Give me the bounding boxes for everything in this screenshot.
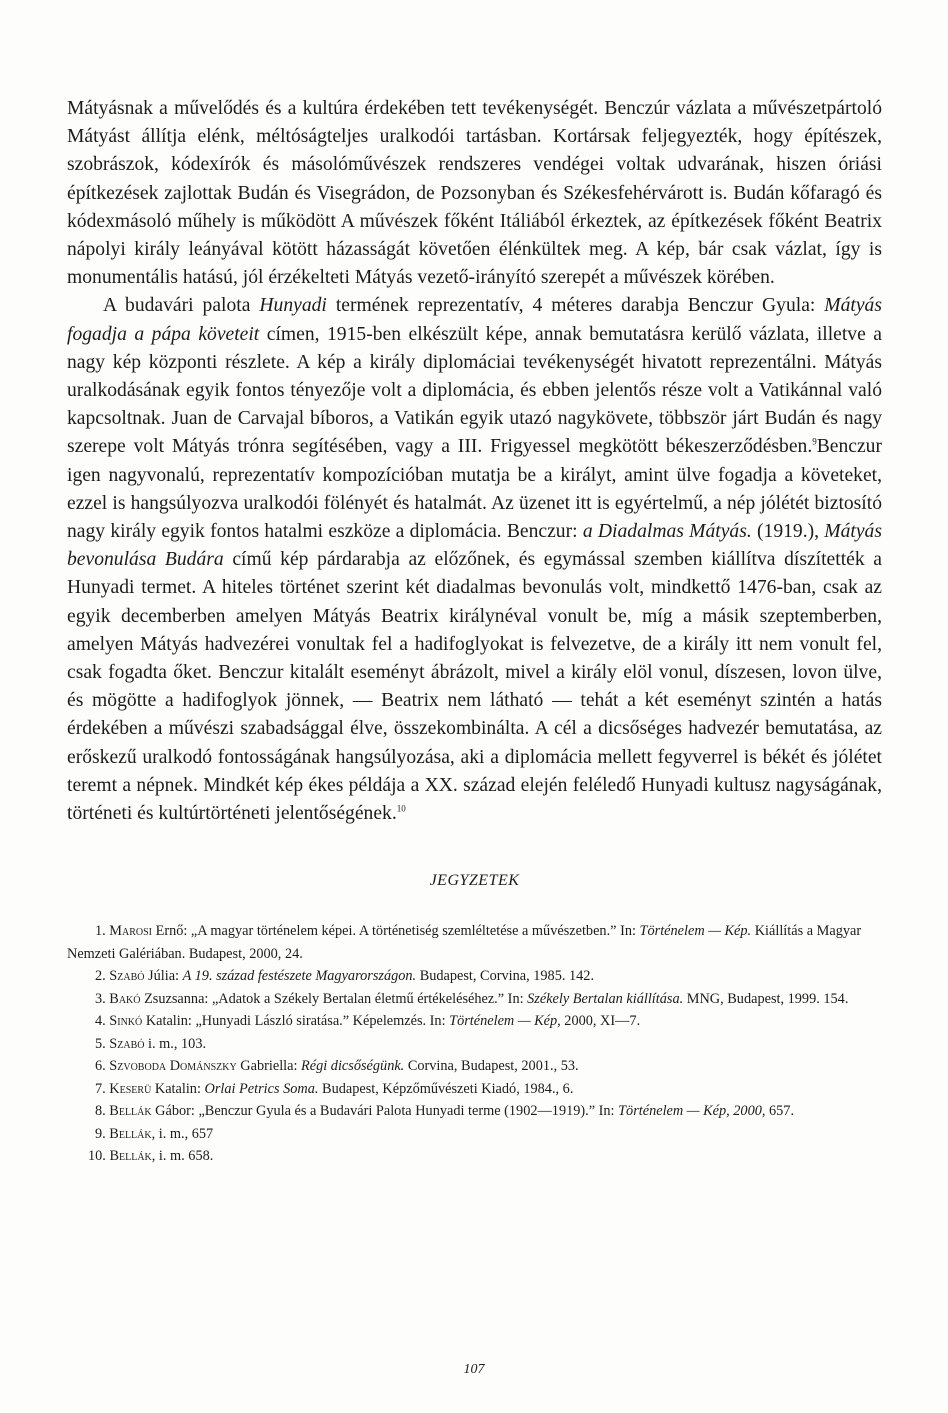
painting-title: Mátyás fogadja a pápa követeit	[67, 295, 882, 345]
note-title: Történelem — Kép.	[639, 923, 752, 940]
note-text: Corvina, Budapest, 2001., 53.	[404, 1058, 579, 1075]
note-text: , i. m., 657	[151, 1125, 214, 1142]
note-title: Történelem — Kép, 2000,	[618, 1103, 766, 1120]
text: (1919.),	[751, 521, 825, 543]
note-text: Budapest, Képzőművészeti Kiadó, 1984., 6.	[318, 1080, 574, 1097]
painting-title: a Diadalmas Mátyás.	[582, 521, 752, 543]
note-number: 4.	[95, 1013, 110, 1030]
note-number: 6.	[95, 1058, 110, 1075]
notes-heading: JEGYZETEK	[429, 872, 520, 890]
note-author: Marosi	[109, 923, 153, 940]
note-text: 2000, XI—7.	[560, 1013, 641, 1030]
note-title: Régi dicsőségünk.	[301, 1058, 405, 1075]
note-item	[67, 1055, 882, 1078]
page-number: 107	[463, 1362, 485, 1377]
note-item	[67, 920, 882, 965]
note-number: 2.	[95, 968, 110, 985]
note-text: , i. m. 658.	[151, 1148, 214, 1165]
note-number: 7.	[95, 1080, 110, 1097]
note-item	[67, 965, 882, 988]
paragraph-1: Mátyásnak a művelődés és a kultúra érdekében tett tevékenységét. Benczúr vázlata a művészetpártoló Mátyást állítja elénk, méltóságteljes uralkodói tartásban. Kortársak feljegyezték, hogy építészek, szobrászok, kódexírók és másolóművészek rendszeres vendégei voltak udvarának, hiszen óriási építkezések zajlottak Budán és Visegrádon, de Pozsonyban és Székesfehérvárott is. Budán kőfaragó és kódexmásoló műhely is működött A művészek főként Itáliából érkeztek, az építkezések főként Beatrix nápolyi király leányával kötött házasságát követően élénkültek meg. A kép, bár csak vázlat, így is monumentális hatású, jól érzékelteti Mátyás vezető-irányító szerepét a művészek körében.	[67, 98, 882, 289]
note-title: A 19. század festészete Magyarországon.	[182, 968, 417, 985]
note-text: Katalin: „Hunyadi László siratása.” Képelemzés. In:	[142, 1013, 450, 1030]
note-number: 1.	[95, 923, 110, 940]
note-text: Júlia:	[144, 968, 183, 985]
note-text: Ernő: „A magyar történelem képei. A történetiség szemléltetése a művészetben.” In:	[152, 923, 640, 940]
note-text: Gábor: „Benczur Gyula és a Budavári Palota Hunyadi terme (1902—1919).” In:	[151, 1103, 619, 1120]
footnote-ref: 10	[396, 803, 406, 814]
note-author: Keserü	[109, 1080, 152, 1097]
note-text: MNG, Budapest, 1999. 154.	[683, 990, 849, 1007]
text: A budavári palota	[103, 295, 260, 317]
footnote-ref: 9	[812, 436, 817, 447]
text: címen, 1915-ben elkészült képe, annak bemutatásra kerülő vázlata, illetve a nagy kép központi részlete. A kép a király diplomáciai tevékenységét hivatott reprezentálni. Mátyás uralkodásának egyik fontos tényezője volt a diplomácia, és ebben jelentős része volt a Vatikánnal való kapcsoltnak. Juan de Carvajal bíboros, a Vatikán egyik utazó nagykövete, többször járt Budán és nagy szerepe volt Mátyás trónra segítésében, vagy a III. Frigyessel megkötött békeszerződésben.	[67, 323, 882, 458]
note-author: Szabó	[109, 968, 145, 985]
note-author: Szabó	[109, 1035, 145, 1052]
note-item	[67, 1010, 882, 1033]
page-content	[67, 95, 882, 1168]
italic-term: Hunyadi	[259, 295, 327, 317]
note-text: i. m., 103.	[144, 1035, 207, 1052]
note-author: Bellák	[109, 1148, 152, 1165]
note-text: 657.	[765, 1103, 795, 1120]
paragraph-2	[67, 292, 882, 828]
note-item	[67, 1145, 882, 1168]
note-title: Orlai Petrics Soma.	[204, 1080, 319, 1097]
note-author: Szvoboda Dománszky	[109, 1058, 237, 1075]
note-author: Bellák	[109, 1103, 152, 1120]
note-title: Történelem — Kép,	[449, 1013, 561, 1030]
note-number: 10.	[88, 1148, 110, 1165]
note-text: Zsuzsanna: „Adatok a Székely Bertalan életmű értékeléséhez.” In:	[140, 990, 528, 1007]
note-author: Sinkó	[109, 1013, 143, 1030]
note-text: Katalin:	[151, 1080, 205, 1097]
note-text: Gabriella:	[236, 1058, 302, 1075]
note-text: Kiállítás a Magyar Nemzeti Galériában. Budapest, 2000, 24.	[67, 923, 862, 962]
text: Benczur igen nagyvonalú, reprezentatív kompozícióban mutatja be a királyt, amint ülve fogadja a követeket, ezzel is hangsúlyozva uralkodói fölényét és hatalmát. Az üzenet itt is egyértelmű, a nép jólétét biztosító nagy király egyik fontos hatalmi eszköze a diplomácia. Benczur:	[67, 436, 882, 543]
note-number: 9.	[95, 1125, 110, 1142]
note-item	[67, 1100, 882, 1123]
note-number: 8.	[95, 1103, 110, 1120]
note-title: Székely Bertalan kiállítása.	[527, 990, 684, 1007]
painting-title: Mátyás bevonulása Budára	[67, 521, 882, 571]
note-number: 5.	[95, 1035, 110, 1052]
text: című kép párdarabja az előzőnek, és egymással szemben kiállítva díszítették a Hunyadi termet. A hiteles történet szerint két diadalmas bevonulás volt, mindkettő 1476-ban, csak az egyik decemberben amelyen Mátyás Beatrix királynéval vonult be, míg a másik szeptemberben, amelyen Mátyás hadvezérei vonultak fel a hadifoglyokat is felvezetve, de a király itt nem vonult fel, csak fogadta őket. Benczur kitalált eseményt ábrázolt, mivel a király elöl vonul, díszesen, lovon ülve, és mögötte a hadifoglyok jönnek, — Beatrix nem látható — tehát a két eseményt szintén a hatás érdekében a művészi szabadsággal élve, összekombinálta. A cél a dicsőséges hadvezér bemutatása, az erőskezű uralkodó fontosságának hangsúlyozása, aki a diplomácia mellett fegyverrel is békét és jólétet teremt a népnek. Mindkét kép ékes példája a XX. század elején feléledő Hunyadi kultusz nagyságának, történeti és kultúrtörténeti jelentőségének.	[67, 549, 882, 825]
note-author: Bakó	[109, 990, 141, 1007]
note-item	[67, 1078, 882, 1101]
notes-list	[67, 920, 882, 1168]
note-item	[67, 988, 882, 1011]
note-item	[67, 1123, 882, 1146]
note-number: 3.	[95, 990, 110, 1007]
note-text: Budapest, Corvina, 1985. 142.	[416, 968, 595, 985]
text: termének reprezentatív, 4 méteres darabja Benczur Gyula:	[326, 295, 825, 317]
note-author: Bellák	[109, 1125, 152, 1142]
note-item	[67, 1033, 882, 1056]
